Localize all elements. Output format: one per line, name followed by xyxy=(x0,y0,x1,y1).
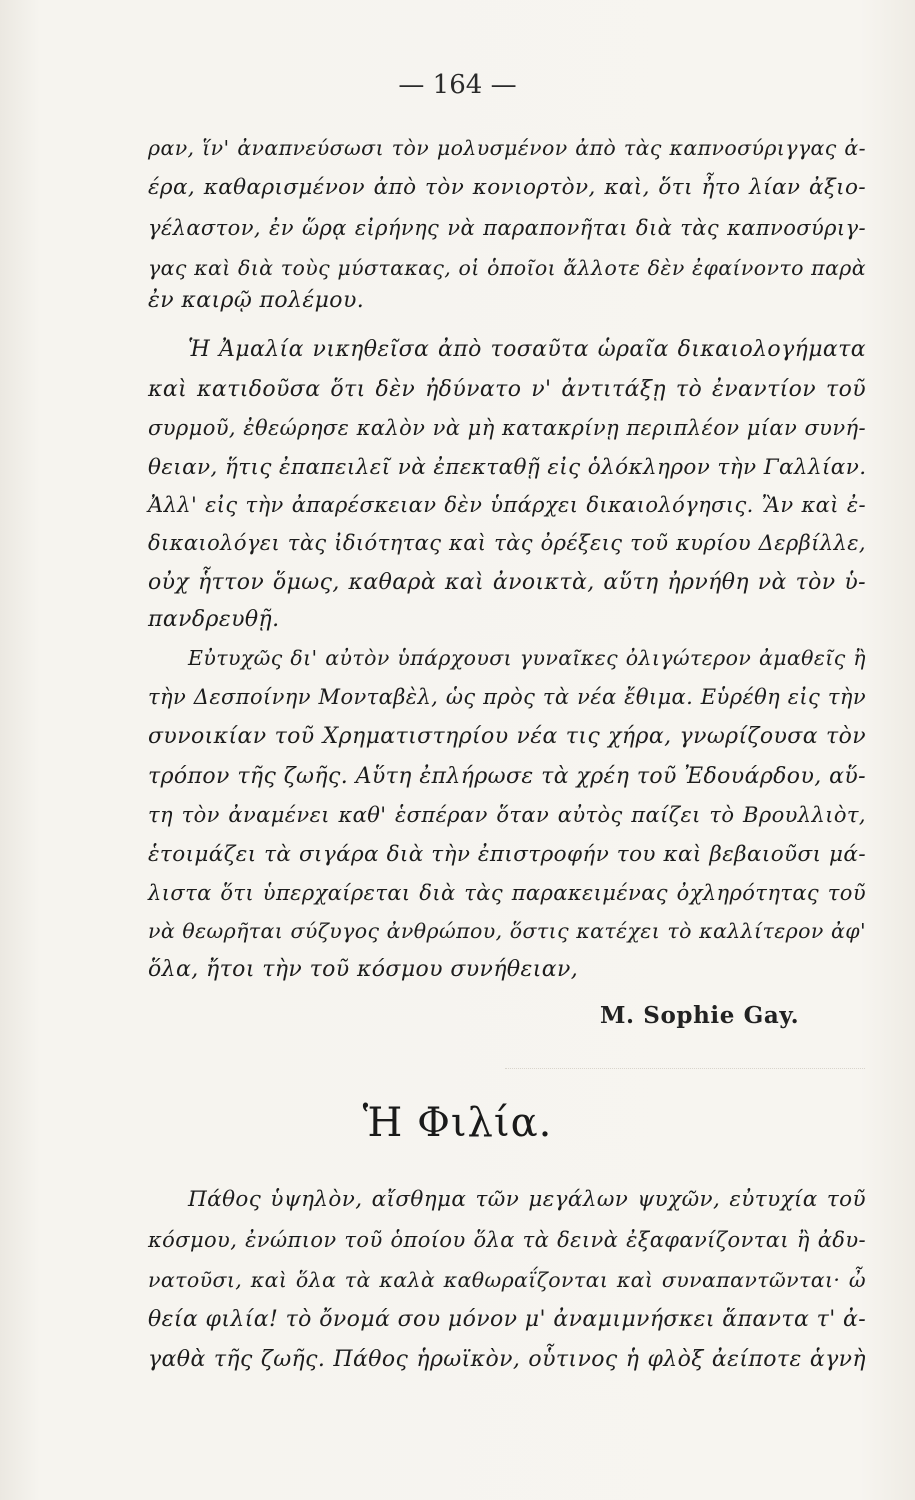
text-line: συρμοῦ, ἐθεώρησε καλὸν νὰ μὴ κατακρίνῃ περιπλέον μίαν συνή- xyxy=(148,416,866,440)
text-line: δικαιολόγει τὰς ἰδιότητας καὶ τὰς ὀρέξεις τοῦ κυρίου Δερβίλλε, xyxy=(148,531,866,555)
page-number: — 164 — xyxy=(398,70,517,100)
text-line: συνοικίαν τοῦ Χρηματιστηρίου νέα τις χήρα, γνωρίζουσα τὸν xyxy=(148,724,866,749)
text-line: θειαν, ἥτις ἐπαπειλεῖ νὰ ἐπεκταθῇ εἰς ὁλόκληρον τὴν Γαλλίαν. xyxy=(148,455,867,480)
text-line: γέλαστον, ἐν ὥρᾳ εἰρήνης νὰ παραπονῆται διὰ τὰς καπνοσύριγ- xyxy=(148,216,866,240)
text-line: κόσμου, ἐνώπιον τοῦ ὁποίου ὅλα τὰ δεινὰ ἐξαφανίζονται ἢ ἀδυ- xyxy=(148,1228,866,1252)
text-line: ἐν καιρῷ πολέμου. xyxy=(148,288,365,313)
text-line: οὐχ ἧττον ὅμως, καθαρὰ καὶ ἀνοικτὰ, αὕτη ἠρνήθη νὰ τὸν ὑ- xyxy=(148,570,866,595)
text-line: ὅλα, ἤτοι τὴν τοῦ κόσμου συνήθειαν, xyxy=(148,957,579,982)
text-line: ἑτοιμάζει τὰ σιγάρα διὰ τὴν ἐπιστροφήν του καὶ βεβαιοῦσι μά- xyxy=(148,842,866,867)
text-line: τρόπον τῆς ζωῆς. Αὕτη ἐπλήρωσε τὰ χρέη τοῦ Ἐδουάρδου, αὕ- xyxy=(148,764,866,789)
text-line: Εὐτυχῶς δι' αὐτὸν ὑπάρχουσι γυναῖκες ὀλιγώτερον ἀμαθεῖς ἢ xyxy=(188,646,866,670)
text-line: νατοῦσι, καὶ ὅλα τὰ καλὰ καθωραΐζονται καὶ συναπαντῶνται· ὦ xyxy=(148,1268,866,1292)
faint-rule xyxy=(505,1068,865,1069)
text-line: λιστα ὅτι ὑπερχαίρεται διὰ τὰς παρακειμένας ὀχληρότητας τοῦ xyxy=(148,881,866,905)
text-line: τὴν Δεσποίνην Μονταβὲλ, ὡς πρὸς τὰ νέα ἔθιμα. Εὑρέθη εἰς τὴν xyxy=(148,685,866,709)
text-line: νὰ θεωρῆται σύζυγος ἀνθρώπου, ὅστις κατέχει τὸ καλλίτερον ἀφ' xyxy=(148,919,866,943)
text-line: θεία φιλία! τὸ ὄνομά σου μόνον μ' ἀναμιμνήσκει ἅπαντα τ' ἀ- xyxy=(148,1307,867,1332)
text-line: Πάθος ὑψηλὸν, αἴσθημα τῶν μεγάλων ψυχῶν, εὐτυχία τοῦ xyxy=(188,1187,866,1212)
text-line: ραν, ἵν' ἀναπνεύσωσι τὸν μολυσμένον ἀπὸ τὰς καπνοσύριγγας ἀ- xyxy=(148,136,866,160)
author-signature: M. Sophie Gay. xyxy=(600,1002,800,1029)
text-line: έρα, καθαρισμένον ἀπὸ τὸν κονιορτὸν, καὶ, ὅτι ἦτο λίαν ἀξιο- xyxy=(148,175,866,200)
section-title: Ἡ Φιλία. xyxy=(362,1100,553,1146)
text-line: γαθὰ τῆς ζωῆς. Πάθος ἡρωϊκὸν, οὗτινος ἡ φλὸξ ἀείποτε ἁγνὴ xyxy=(148,1347,866,1372)
text-line: πανδρευθῇ. xyxy=(148,607,280,632)
text-line: Ἡ Ἀμαλία νικηθεῖσα ἀπὸ τοσαῦτα ὡραῖα δικαιολογήματα xyxy=(188,337,866,362)
text-line: τη τὸν ἀναμένει καθ' ἑσπέραν ὅταν αὐτὸς παίζει τὸ Βρουλλιὸτ, xyxy=(148,803,866,827)
text-line: Ἀλλ' εἰς τὴν ἀπαρέσκειαν δὲν ὑπάρχει δικαιολόγησις. Ἂν καὶ ἐ- xyxy=(148,493,866,517)
text-line: καὶ κατιδοῦσα ὅτι δὲν ἠδύνατο ν' ἀντιτάξῃ τὸ ἐναντίον τοῦ xyxy=(148,377,866,402)
text-line: γας καὶ διὰ τοὺς μύστακας, οἱ ὁποῖοι ἄλλοτε δὲν ἐφαίνοντο παρὰ xyxy=(148,256,866,280)
